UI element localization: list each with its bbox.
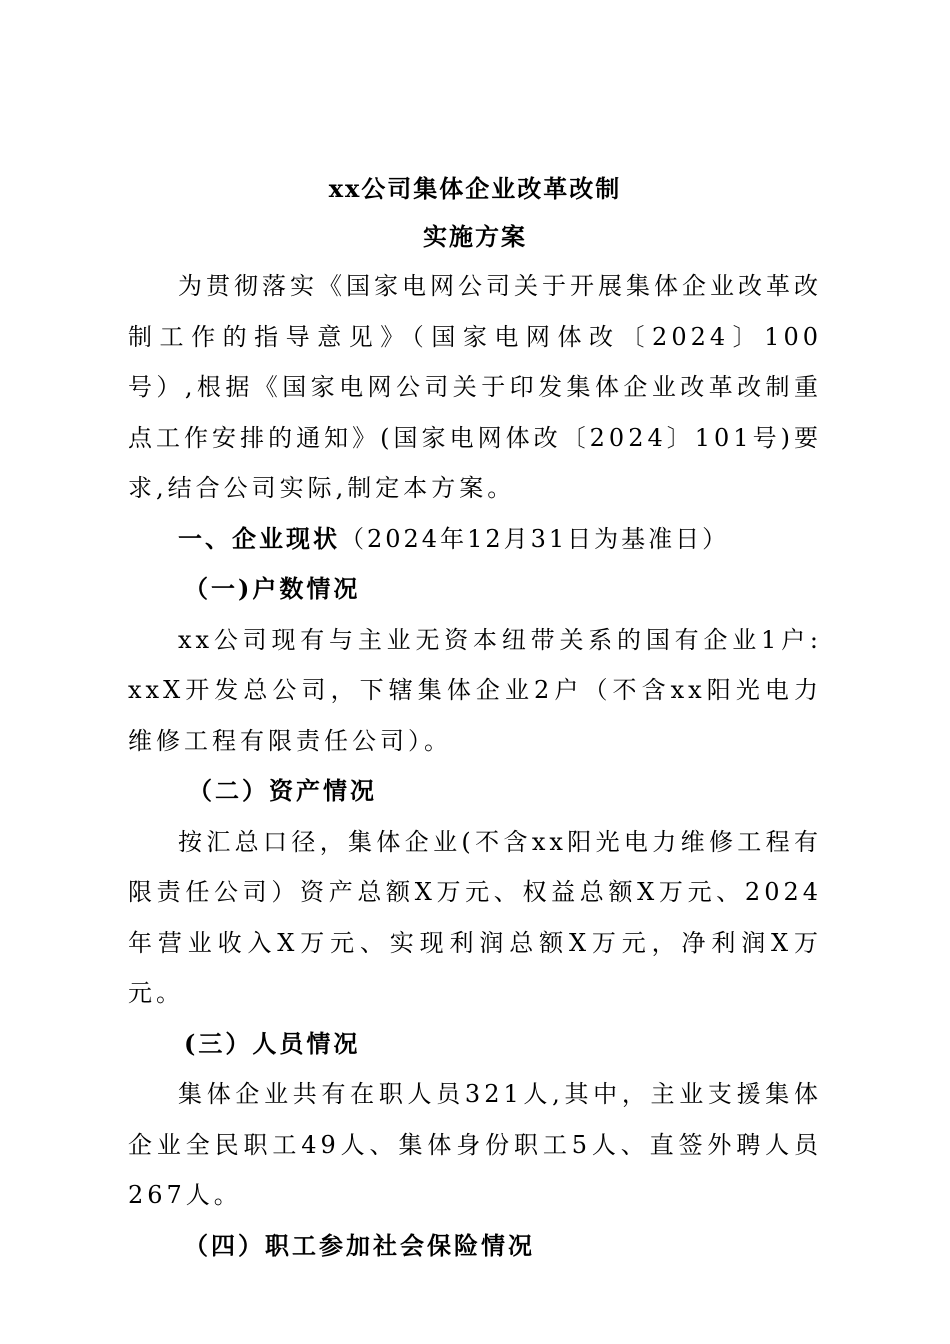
subsection-heading-assets: （二）资产情况 xyxy=(188,776,377,805)
subsection-heading-households: （一)户数情况 xyxy=(184,574,361,603)
document-page xyxy=(128,165,822,1271)
households-paragraph: xx公司现有与主业无资本纽带关系的国有企业1户: xxX开发总公司，下辖集体企业2户（不含xx阳光电力维修工程有限责任公司）。 xyxy=(128,625,822,755)
subsection-heading-social-insurance: （四）职工参加社会保险情况 xyxy=(184,1230,535,1260)
section-heading-text: 一、企业现状 xyxy=(178,523,340,553)
personnel-paragraph: 集体企业共有在职人员321人,其中，主业支援集体企业全民职工49人、集体身份职工5人、直签外聘人员267人。 xyxy=(128,1080,822,1209)
section-heading-note: （2024年12月31日为基准日） xyxy=(340,524,730,553)
intro-paragraph: 为贯彻落实《国家电网公司关于开展集体企业改革改制工作的指导意见》（国家电网体改〔2024〕100号）,根据《国家电网公司关于印发集体企业改革改制重点工作安排的通知》(国家电网体改〔2024〕101号)要求,结合公司实际,制定本方案。 xyxy=(128,272,822,502)
document-title-line2: 实施方案 xyxy=(423,222,527,251)
subsection-heading-personnel: (三）人员情况 xyxy=(184,1028,361,1058)
document-title-line1: xx公司集体企业改革改制 xyxy=(328,174,622,203)
assets-paragraph: 按汇总口径，集体企业(不含xx阳光电力维修工程有限责任公司）资产总额X万元、权益总额X万元、2024年营业收入X万元、实现利润总额X万元，净利润X万元。 xyxy=(128,827,822,1007)
section-heading-current-status xyxy=(128,514,822,565)
